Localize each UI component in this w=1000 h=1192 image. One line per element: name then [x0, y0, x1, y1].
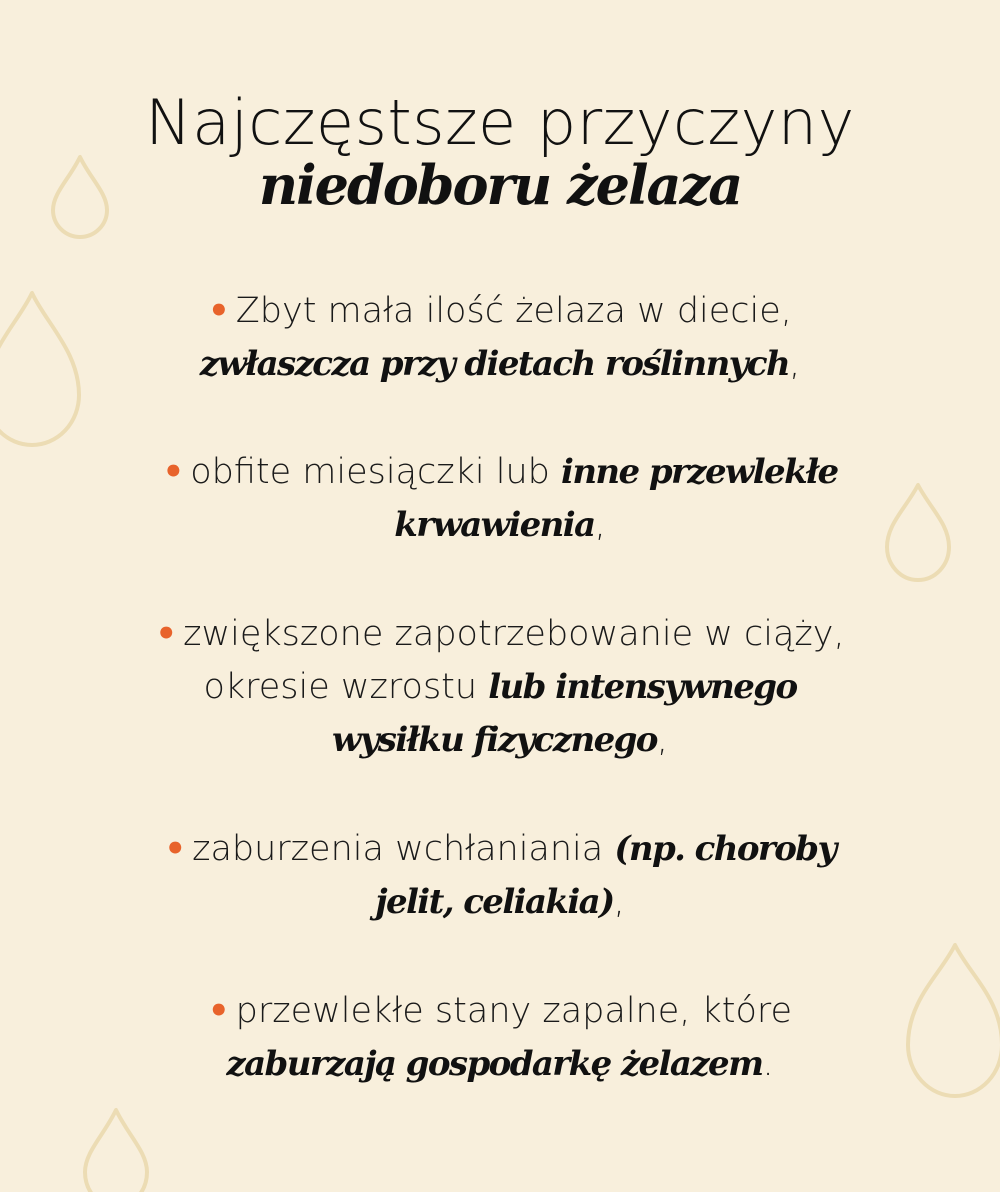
causes-list	[0, 285, 1000, 1091]
bullet-dot-icon: •	[164, 829, 187, 869]
list-item-line: jelit, celiakia),	[375, 882, 625, 922]
bullet-dot-icon: •	[162, 452, 185, 492]
list-item-line: • obfite miesiączki lub inne przewlekłe	[162, 452, 838, 492]
list-item-line: krwawienia,	[394, 505, 606, 545]
list-item	[0, 446, 1000, 552]
bullet-dot-icon: •	[208, 291, 230, 331]
title-line-1: Najczęstsze przyczyny	[145, 86, 855, 159]
page-title	[0, 86, 1000, 217]
list-item-line: • Zbyt mała ilość żelaza w diecie,	[208, 291, 792, 331]
title-line-2: niedoboru żelaza	[258, 153, 742, 217]
bullet-dot-icon: •	[207, 991, 230, 1031]
list-item-line: okresie wzrostu lub intensywnego	[203, 667, 797, 707]
list-item-line: wysiłku fizycznego,	[331, 720, 669, 760]
list-item-line: • zaburzenia wchłaniania (np. choroby	[164, 829, 836, 869]
list-item	[0, 985, 1000, 1091]
list-item-line: • zwiększone zapotrzebowanie w ciąży,	[155, 614, 845, 654]
list-item-line: • przewlekłe stany zapalne, które	[207, 991, 793, 1031]
list-item-line: zwłaszcza przy dietach roślinnych,	[199, 344, 801, 384]
bullet-dot-icon: •	[155, 614, 178, 654]
list-item	[0, 285, 1000, 391]
water-drop-icon	[85, 1110, 147, 1192]
list-item	[0, 608, 1000, 767]
list-item	[0, 823, 1000, 929]
list-item-line: zaburzają gospodarkę żelazem.	[226, 1044, 774, 1084]
